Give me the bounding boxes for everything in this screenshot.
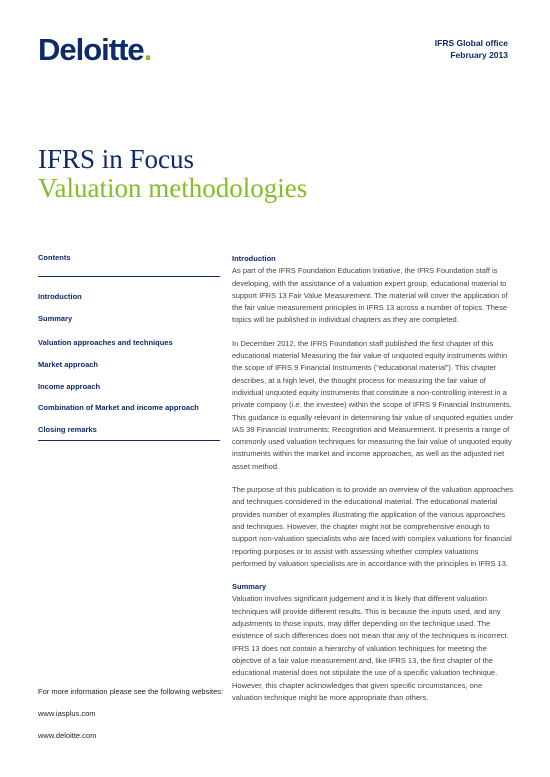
toc-item-introduction[interactable]: Introduction [38, 292, 82, 301]
footer-note: For more information please see the following websites: [38, 687, 224, 696]
deloitte-logo [38, 34, 151, 65]
toc-item-summary[interactable]: Summary [38, 314, 73, 323]
title-line-2: Valuation methodologies [38, 173, 308, 203]
logo-text: Deloitte [38, 32, 144, 67]
introduction-paragraph-3: The purpose of this publication is to provide an overview of the valuation approaches and techniques considered in the educational material. The educational material provides number of examples illustrating the application of the various approaches and techniques. However, the chapter might not be comprehensive enough to support non-valuation specialists who are faced with complex valuations for financial reporting purposes or to assist with assessing whether complex valuations performed by valuation specialists are in accordance with the principles in IFRS 13. [232, 485, 514, 568]
publication-date: February 2013 [450, 50, 508, 60]
toc-heading: Contents [38, 253, 220, 277]
toc-item-market-approach[interactable]: Market approach [38, 360, 99, 369]
toc-item-valuation-approaches[interactable]: Valuation approaches and techniques [38, 338, 173, 347]
table-of-contents [38, 253, 220, 434]
summary-paragraph-1: Valuation involves significant judgement and it is likely that different valuation techniques will provide different results. This is because the inputs used, and any adjustments to those inputs, may differ depending on the technique used. The existence of such differences does not mean that any of the techniques is incorrect. IFRS 13 does not contain a hierarchy of valuation techniques for meeting the objective of a fair value measurement and, like IFRS 13, the first chapter of the educational material does not stipulate the use of a specific valuation technique. However, this chapter acknowledges that given specific circumstances, one valuation technique might be more appropriate than others. [232, 594, 509, 702]
toc-bottom-rule [38, 440, 220, 441]
footer-link-deloitte[interactable]: www.deloitte.com [38, 731, 97, 740]
document-title [38, 145, 307, 203]
toc-item-income-approach[interactable]: Income approach [38, 382, 101, 391]
introduction-heading: Introduction [232, 254, 276, 263]
logo-dot: . [143, 32, 152, 67]
toc-item-closing-remarks[interactable]: Closing remarks [38, 425, 97, 434]
summary-heading: Summary [232, 582, 267, 592]
toc-item-combination-approach[interactable]: Combination of Market and income approach [38, 403, 199, 412]
main-content [232, 253, 514, 715]
office-name: IFRS Global office [434, 38, 508, 48]
footer-link-iasplus[interactable]: www.iasplus.com [38, 709, 96, 718]
introduction-paragraph-2: In December 2012, the IFRS Foundation staff published the first chapter of this educational material Measuring the fair value of unquoted equity instruments within the scope of IFRS 9 Financial Instruments (“educational material”). This chapter describes, at a high level, the thought process for measuring the fair value of individual unquoted equity instruments that constitute a non-controlling interest in a private company (i.e. the investee) within the scope of IFRS 9 Financial Instruments. This guidance is equally relevant in determining fair value of unquoted equities under IAS 39 Financial Instruments: Recognition and Measurement. It presents a range of commonly used valuation techniques for measuring the fair value of unquoted equity instruments within the market and income approaches, as well as the adjusted net asset method. [232, 338, 514, 471]
title-line-1: IFRS in Focus [38, 144, 195, 174]
header-office-info [435, 37, 508, 61]
introduction-paragraph-1: As part of the IFRS Foundation Education Initiative, the IFRS Foundation staff is developing, with the assistance of a valuation expert group, educational material to support IFRS 13 Fair Value Measurement. The material will cover the application of the fair value measurement principles in IFRS 13 across a number of topics. These topics will be published in individual chapters as they are completed. [232, 266, 508, 325]
